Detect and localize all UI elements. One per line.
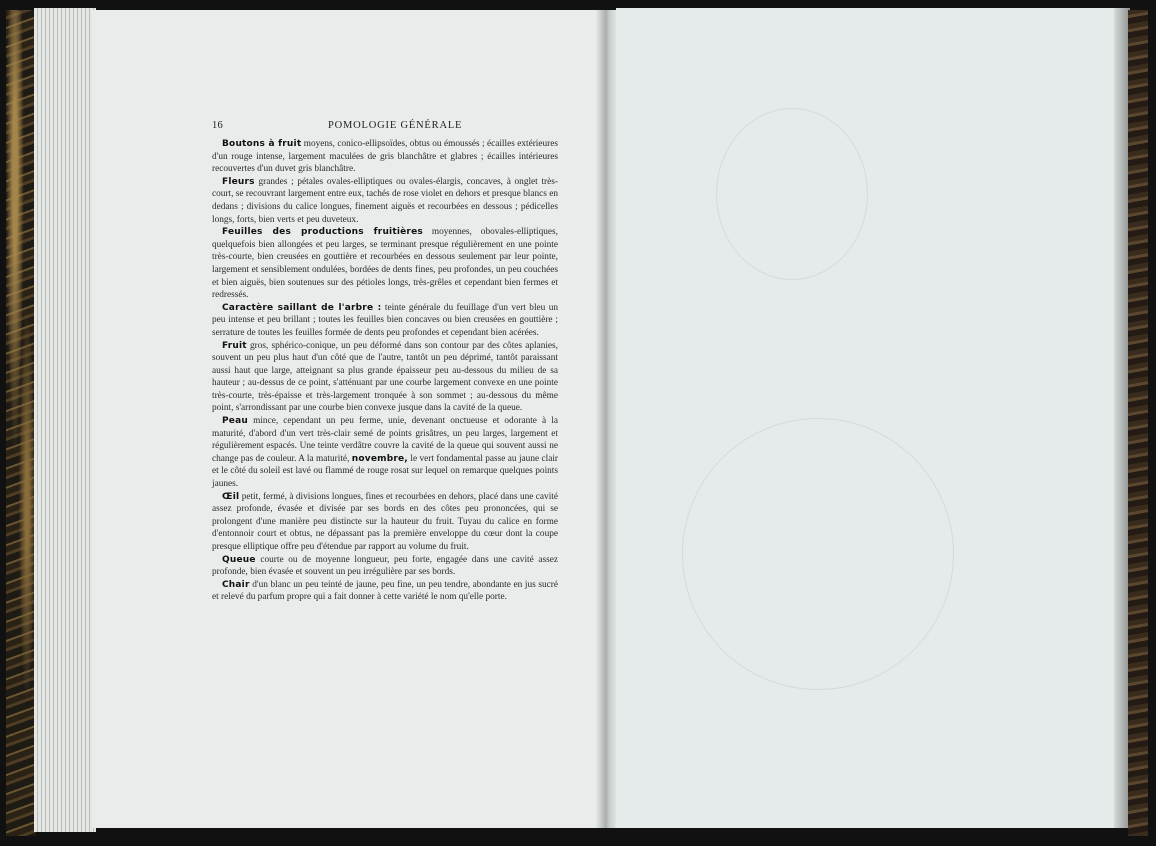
paragraph-text: courte ou de moyenne longueur, peu forte, engagée dans une cavité assez profonde, bien évasée et souvent un peu irrégulière par ses bords.	[212, 554, 559, 578]
paragraph-peau	[212, 415, 558, 491]
right-page-blank	[616, 8, 1130, 828]
page-header	[212, 120, 558, 134]
book-gutter	[596, 10, 618, 828]
paragraph-heading: Feuilles des productions fruitières	[222, 227, 423, 238]
paragraph-fruit	[212, 340, 558, 416]
paragraph-heading: Caractère saillant de l'arbre :	[222, 302, 382, 313]
paragraph-boutons	[212, 138, 558, 176]
paragraph-text-continued: le vert fondamental passe au jaune clair et le côté du soleil est lavé ou flammé de rouge rosat sur lequel on remarque quelques points jaunes.	[212, 453, 559, 490]
paragraph-heading: Fruit	[222, 340, 247, 351]
marbled-edge-right	[1128, 10, 1148, 836]
paragraph-fleurs	[212, 176, 558, 226]
show-through-shape-bottom	[682, 418, 954, 690]
page-number: 16	[212, 120, 224, 131]
paragraph-text: mince, cependant un peu ferme, unie, devenant onctueuse et odorante à la maturité, d'abord d'un vert très-clair semé de points grisâtres, un peu larges, largement et régulièrement espacés. Une teinte verdâtre couvre la cavité de la queue qui souvent aussi ne change pas de couleur. A la maturité,	[212, 416, 559, 464]
paragraph-caractere	[212, 302, 558, 340]
paragraph-heading: Boutons à fruit	[222, 139, 302, 149]
marbled-edge-left	[6, 10, 36, 836]
paragraph-queue	[212, 554, 558, 579]
page-stack-edges	[34, 8, 96, 832]
body-text	[212, 138, 558, 604]
paragraph-heading: Queue	[222, 554, 256, 565]
paragraph-text: teinte générale du feuillage d'un vert bleu un peu intense et peu brillant ; toutes les feuilles bien concaves ou bien creusées en gouttière ; serrature de toutes les feuilles formée de dents peu profondes et cependant bien acérées.	[212, 302, 558, 338]
paragraph-text: petit, fermé, à divisions longues, fines et recourbées en dehors, placé dans une cavité assez profonde, évasée et divisée par ses bords en des côtes peu prononcées, qui se prolongent d'une manière peu distincte sur la hauteur du fruit. Tuyau du calice en forme d'entonnoir court et obtus, ne dépassant pas la première enveloppe du cœur dont la coupe presque elliptique offre peu d'étendue par rapport au volume du fruit.	[212, 491, 559, 552]
paragraph-heading: Œil	[222, 491, 240, 502]
show-through-shape-top	[716, 108, 868, 280]
paragraph-text: grandes ; pétales ovales-elliptiques ou ovales-élargis, concaves, à onglet très-court, se recouvrant largement entre eux, tachés de rose violet en dehors et presque blancs en dedans ; divisions du calice longues, finement aiguës et recourbées en dessous ; pédicelles longs, forts, bien verts et peu duveteux.	[212, 176, 558, 225]
paragraph-text: d'un blanc un peu teinté de jaune, peu fine, un peu tendre, abondante en jus sucré et relevé du parfum propre qui a fait donner à cette variété le nom qu'elle porte.	[212, 579, 559, 603]
paragraph-text: moyennes, obovales-elliptiques, quelquefois bien allongées et peu larges, se terminant presque régulièrement en une pointe très-courte, bien creusées en gouttière et recourbées en dessous seulement par leur pointe, largement et sensiblement ondulées, bordées de dents fines, peu profondes, un peu couchées et bien aiguës, bien soutenues sur des pétioles longs, très-grêles et cependant bien fermes et redressés.	[212, 227, 558, 301]
paragraph-heading: Fleurs	[222, 176, 255, 187]
running-title: POMOLOGIE GÉNÉRALE	[328, 120, 463, 131]
paragraph-heading: Chair	[222, 579, 250, 590]
paragraph-heading: Peau	[222, 416, 248, 427]
paragraph-feuilles	[212, 226, 558, 302]
inline-bold-month: novembre,	[351, 453, 408, 464]
paragraph-text: gros, sphérico-conique, un peu déformé dans son contour par des côtes aplanies, souvent un peu plus haut d'un côté que de l'autre, tantôt un peu déprimé, tantôt paraissant aussi haut que large, atteignant sa plus grande épaisseur peu au-dessous du milieu de sa hauteur ; au-dessus de ce point, s'atténuant par une courbe largement convexe en une pointe très-courte, très-épaisse et très-largement tronquée à son sommet ; au-dessous du même point, s'arrondissant par une courbe bien convexe jusque dans la cavité de la queue.	[212, 340, 558, 414]
paragraph-oeil	[212, 491, 558, 554]
paragraph-text: moyens, conico-ellipsoïdes, obtus ou émoussés ; écailles extérieures d'un rouge intense, largement maculées de gris blanchâtre et glabres ; écailles intérieures recouvertes d'un duvet gris blanchâtre.	[212, 139, 558, 175]
paragraph-chair	[212, 579, 558, 604]
